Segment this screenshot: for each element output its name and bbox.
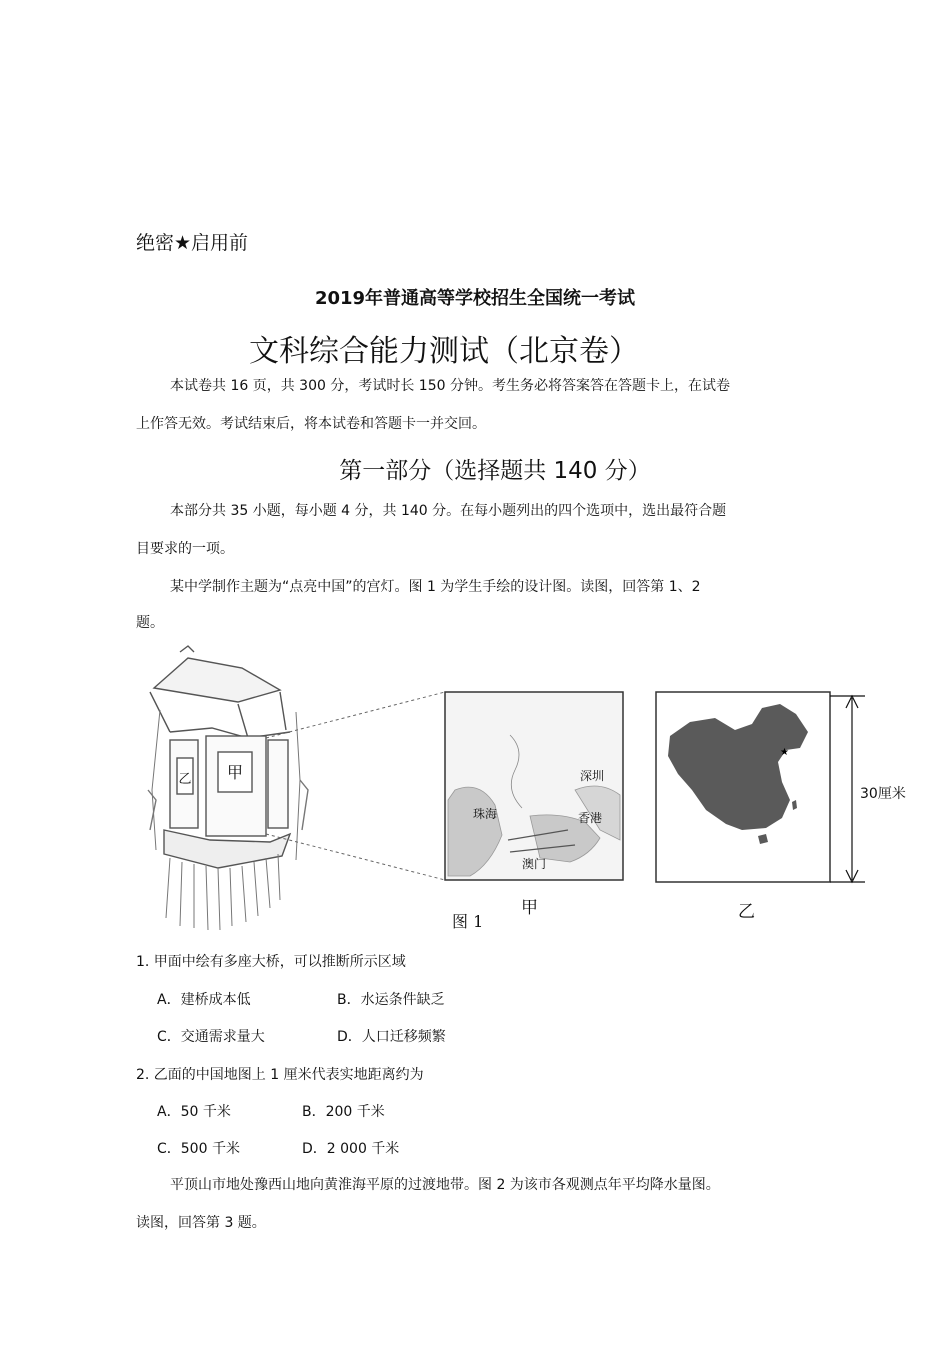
lantern-intro-1: 某中学制作主题为“点亮中国”的宫灯。图 1 为学生手绘的设计图。读图，回答第 1、2 bbox=[170, 579, 701, 595]
scale-label: 30厘米 bbox=[860, 786, 906, 802]
question-2-option-a: A．50 千米 bbox=[157, 1104, 231, 1120]
intro-line-2: 上作答无效。考试结束后，将本试卷和答题卡一并交回。 bbox=[136, 416, 486, 432]
figure-1-graphic bbox=[130, 640, 920, 935]
exam-year-title: 2019年普通高等学校招生全国统一考试 bbox=[314, 288, 636, 309]
next-intro-1: 平顶山市地处豫西山地向黄淮海平原的过渡地带。图 2 为该市各观测点年平均降水量图。 bbox=[170, 1177, 720, 1193]
figure-1-caption: 图 1 bbox=[452, 912, 484, 931]
question-1-stem: 1. 甲面中绘有多座大桥，可以推断所示区域 bbox=[136, 954, 406, 970]
question-1-option-a: A．建桥成本低 bbox=[157, 992, 251, 1008]
projection-lines bbox=[266, 692, 445, 880]
question-1-option-d: D．人口迁移频繁 bbox=[337, 1029, 446, 1045]
part-one-desc-2: 目要求的一项。 bbox=[136, 541, 234, 557]
city-hongkong: 香港 bbox=[577, 811, 603, 825]
city-zhuhai: 珠海 bbox=[472, 807, 498, 821]
question-2-option-d: D．2 000 千米 bbox=[302, 1141, 400, 1157]
city-shenzhen: 深圳 bbox=[579, 769, 605, 783]
question-2-option-b: B．200 千米 bbox=[302, 1104, 385, 1120]
part-one-desc-1: 本部分共 35 小题，每小题 4 分，共 140 分。在每小题列出的四个选项中，选出最符合题 bbox=[170, 503, 727, 519]
lantern-drawing bbox=[148, 646, 308, 930]
question-1-option-b: B．水运条件缺乏 bbox=[337, 992, 445, 1008]
question-2-option-c: C．500 千米 bbox=[157, 1141, 240, 1157]
panel-jia-caption: 甲 bbox=[521, 898, 538, 918]
figure-1 bbox=[130, 640, 920, 935]
city-macau: 澳门 bbox=[521, 857, 547, 871]
lantern-intro-2: 题。 bbox=[136, 615, 164, 631]
question-1-option-c: C．交通需求量大 bbox=[157, 1029, 265, 1045]
question-2-stem: 2. 乙面的中国地图上 1 厘米代表实地距离约为 bbox=[136, 1067, 424, 1083]
intro-line-1: 本试卷共 16 页，共 300 分，考试时长 150 分钟。考生务必将答案答在答题卡上，在试卷 bbox=[170, 378, 730, 394]
part-one-title: 第一部分（选择题共 140 分） bbox=[339, 458, 651, 484]
confidential-label: 绝密★启用前 bbox=[136, 232, 249, 254]
capital-star-icon: ★ bbox=[780, 747, 789, 758]
exam-main-title: 文科综合能力测试（北京卷） bbox=[249, 334, 639, 369]
lantern-panel-jia: 甲 bbox=[226, 763, 244, 782]
panel-yi-caption: 乙 bbox=[738, 902, 755, 922]
next-intro-2: 读图，回答第 3 题。 bbox=[136, 1215, 266, 1231]
lantern-panel-yi: 乙 bbox=[178, 772, 192, 787]
